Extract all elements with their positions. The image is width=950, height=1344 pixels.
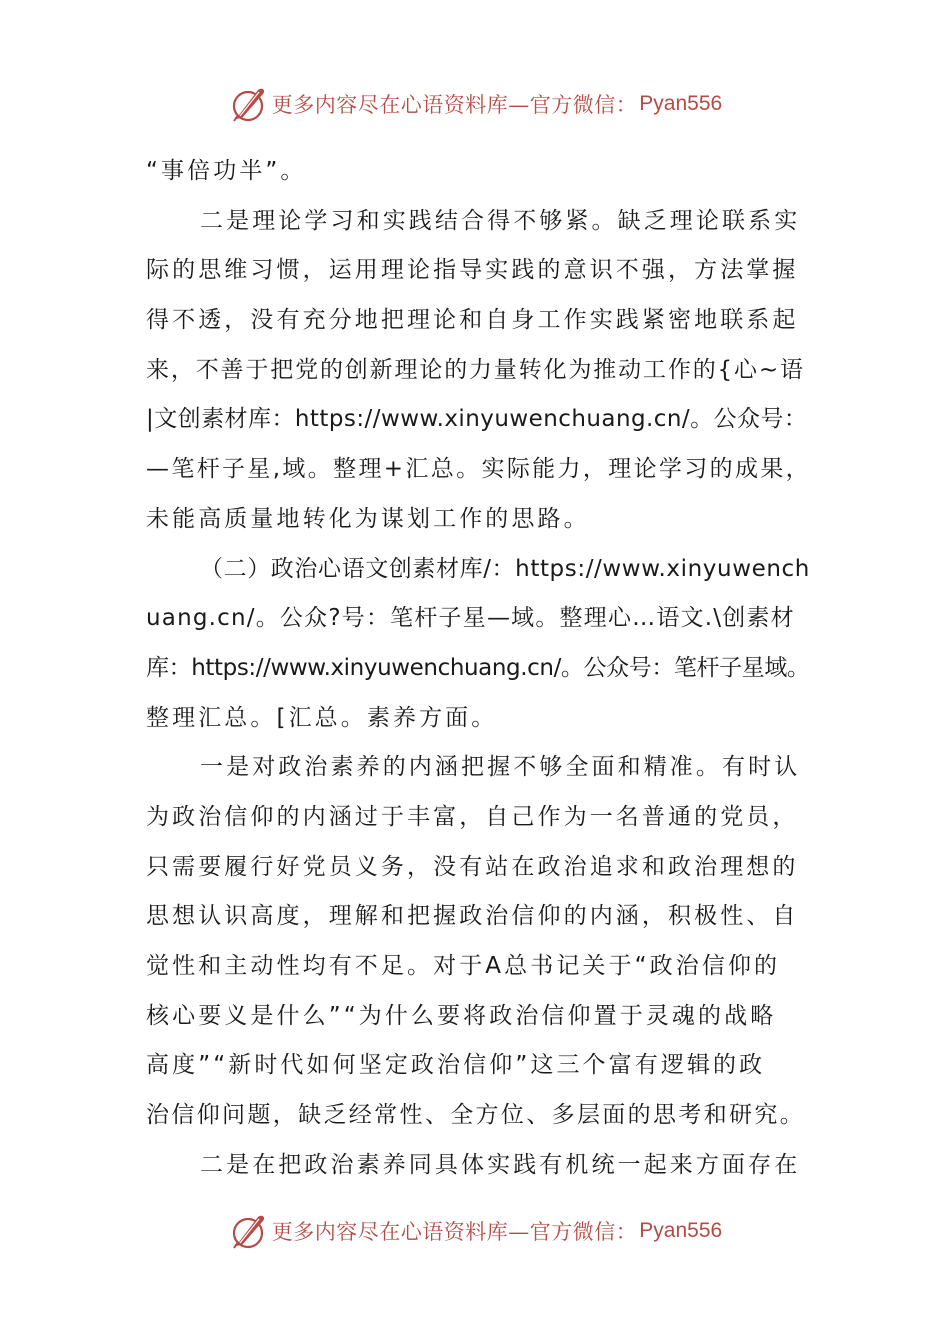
body-line: 核心要义是什么”“为什么要将政治信仰置于灵魂的战略	[146, 1002, 777, 1029]
footer-banner-wechat-id: Pyan556	[639, 1219, 723, 1242]
body-line: 觉性和主动性均有不足。对于A总书记关于“政治信仰的	[146, 953, 781, 979]
body-line: 二是在把政治素养同具体实践有机统一起来方面存在	[200, 1151, 801, 1178]
header-banner-text: 更多内容尽在心语资料库—官方微信：	[271, 93, 638, 117]
body-line: 得不透，没有充分地把理论和自身工作实践紧密地联系起	[146, 307, 799, 334]
body-line: 际的思维习惯，运用理论指导实践的意识不强，方法掌握	[146, 257, 799, 284]
footer-banner	[0, 1207, 950, 1255]
body-line: uang.cn/。公众?号：笔杆子星—域。整理心…语文.\创素材	[146, 605, 795, 632]
body-line: “事倍功半”。	[146, 158, 307, 184]
body-line: 治信仰问题，缺乏经常性、全方位、多层面的思考和研究。	[146, 1102, 806, 1129]
body-line: |文创素材库：https://www.xinyuwenchuang.cn/。公众号：	[146, 406, 808, 433]
body-line: 思想认识高度，理解和把握政治信仰的内涵，积极性、自	[146, 903, 799, 930]
body-line: 来，不善于把党的创新理论的力量转化为推动工作的{心~语	[146, 356, 805, 383]
header-banner	[0, 80, 950, 128]
body-line: 二是理论学习和实践结合得不够紧。缺乏理论联系实	[200, 207, 801, 234]
body-line: 未能高质量地转化为谋划工作的思路。	[146, 505, 590, 532]
quill-pen-logo-icon	[228, 84, 268, 124]
body-line: 一是对政治素养的内涵把握不够全面和精准。有时认	[200, 754, 801, 781]
body-line: —笔杆子星,域。整理+汇总。实际能力，理论学习的成果，	[146, 456, 812, 483]
body-line: 为政治信仰的内涵过于丰富，自己作为一名普通的党员，	[146, 803, 799, 830]
body-line: 库：https://www.xinyuwenchuang.cn/。公众号：笔杆子星域。	[146, 654, 810, 681]
header-banner-wechat-id: Pyan556	[639, 92, 723, 115]
body-line: （二）政治心语文创素材库/：https://www.xinyuwench	[200, 555, 810, 582]
quill-pen-logo-icon	[228, 1211, 268, 1251]
body-line: 高度”“新时代如何坚定政治信仰”这三个富有逻辑的政	[146, 1052, 766, 1079]
document-body	[146, 147, 811, 1190]
body-line: 整理汇总。[汇总。素养方面。	[146, 704, 498, 731]
footer-banner-text: 更多内容尽在心语资料库—官方微信：	[271, 1220, 638, 1244]
body-line: 只需要履行好党员义务，没有站在政治追求和政治理想的	[146, 853, 799, 880]
